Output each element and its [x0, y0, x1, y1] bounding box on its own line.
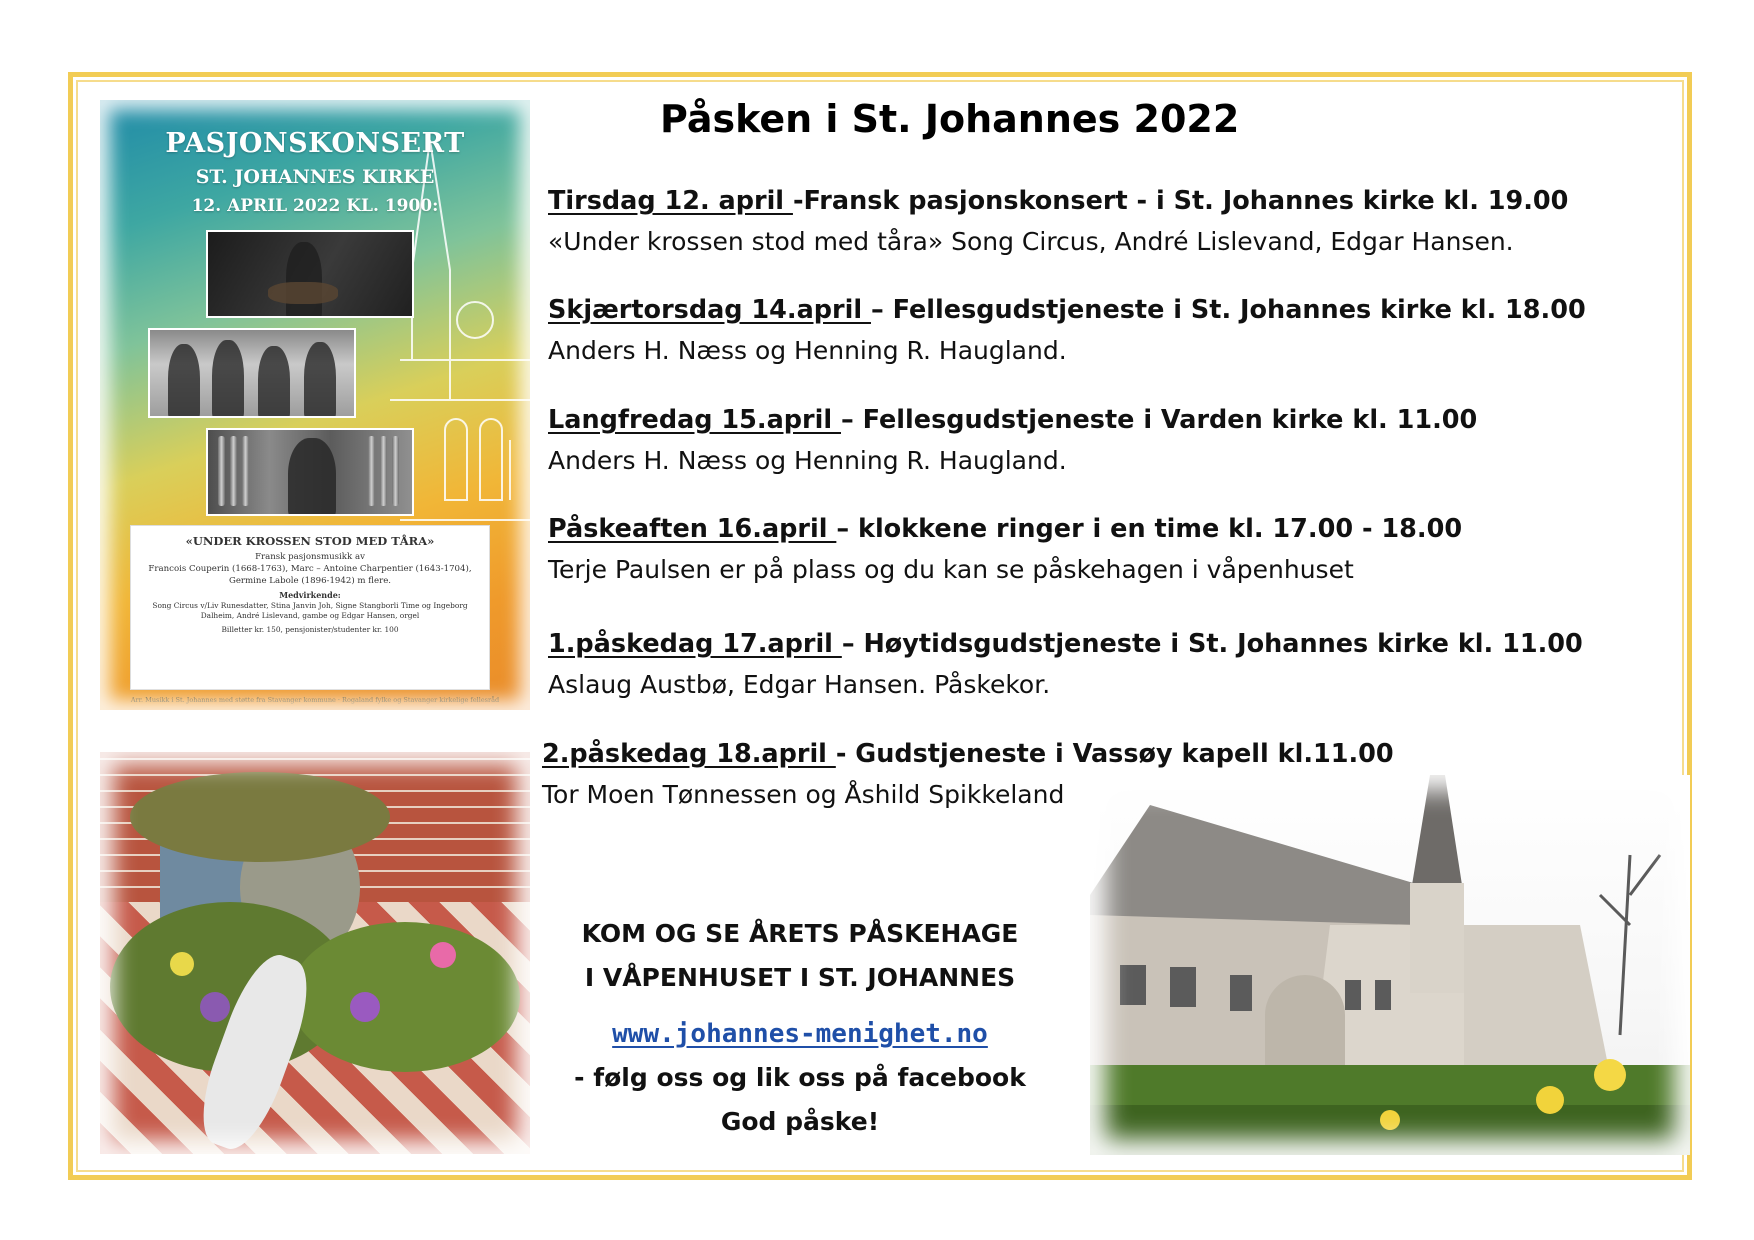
event-date: 2.påskedag 18.april [542, 739, 836, 769]
event-item [542, 739, 1682, 809]
guitarist-photo [206, 230, 414, 318]
easter-garden-photo [100, 752, 530, 1154]
poster-performers-label: Medvirkende: [279, 590, 341, 600]
poster-title: PASJONSKONSERT [165, 128, 465, 159]
event-description: Aslaug Austbø, Edgar Hansen. Påskekor. [548, 670, 1051, 699]
promo-line-1: KOM OG SE ÅRETS PÅSKEHAGE [581, 919, 1019, 948]
event-item [548, 405, 1688, 475]
poster-tickets: Billetter kr. 150, pensjonister/studenter kr. 100 [221, 625, 399, 634]
poster-subtitle: Fransk pasjonsmusikk av [255, 552, 365, 562]
event-date: Påskeaften 16.april [548, 514, 837, 544]
poster-info-box [130, 525, 490, 690]
poster-footer: Arr. Musikk i St. Johannes med støtte fra Stavanger kommune · Rogaland fylke og Stavanger kirkelige fellesråd [130, 696, 500, 704]
event-title: – Fellesgudstjeneste i St. Johannes kirke kl. 18.00 [870, 295, 1586, 325]
poster-church: ST. JOHANNES KIRKE [195, 166, 435, 188]
poster-composers: Francois Couperin (1668-1763), Marc – Antoine Charpentier (1643-1704), Germine Labole (1896-1942) m flere. [148, 564, 472, 586]
event-description: Anders H. Næss og Henning R. Haugland. [548, 446, 1067, 475]
choir-photo [148, 328, 356, 418]
event-description: Tor Moen Tønnessen og Åshild Spikkeland [542, 780, 1065, 809]
event-title: – klokkene ringer i en time kl. 17.00 - 18.00 [836, 514, 1463, 544]
page-title: Påsken i St. Johannes 2022 [660, 97, 1240, 141]
poster-date: 12. APRIL 2022 KL. 1900: [191, 196, 439, 216]
event-title: -Fransk pasjonskonsert - i St. Johannes kirke kl. 19.00 [792, 186, 1569, 216]
event-date: Langfredag 15.april [548, 405, 841, 435]
event-item [548, 514, 1688, 584]
website-link[interactable]: www.johannes-menighet.no [612, 1019, 988, 1049]
poster-performers: Song Circus v/Liv Runesdatter, Stina Janvin Joh, Signe Stangborli Time og Ingeborg Dalheim, André Lislevand, gambe og Edgar Hansen, orgel [152, 601, 468, 620]
event-description: Terje Paulsen er på plass og du kan se påskehagen i våpenhuset [548, 555, 1354, 584]
church-building-illustration [1090, 775, 1690, 1155]
event-item [548, 295, 1688, 365]
promo-line-4: God påske! [720, 1107, 880, 1136]
promo-block [520, 912, 1080, 1144]
promo-line-2: I VÅPENHUSET I ST. JOHANNES [584, 963, 1016, 992]
event-description: «Under krossen stod med tåra» Song Circus, André Lislevand, Edgar Hansen. [548, 227, 1514, 256]
poster-concert-title: «UNDER KROSSEN STOD MED TÅRA» [185, 534, 435, 548]
church-photo [1090, 775, 1690, 1155]
concert-poster [100, 100, 530, 710]
event-item [548, 629, 1688, 699]
event-item [548, 186, 1688, 256]
event-title: – Høytidsgudstjeneste i St. Johannes kirke kl. 11.00 [841, 629, 1583, 659]
promo-line-3: - følg oss og lik oss på facebook [574, 1063, 1026, 1092]
event-date: Skjærtorsdag 14.april [548, 295, 871, 325]
organist-photo [206, 428, 414, 516]
event-title: – Fellesgudstjeneste i Varden kirke kl. 11.00 [841, 405, 1478, 435]
event-description: Anders H. Næss og Henning R. Haugland. [548, 336, 1067, 365]
event-date: 1.påskedag 17.april [548, 629, 842, 659]
event-title: - Gudstjeneste i Vassøy kapell kl.11.00 [835, 739, 1394, 769]
event-date: Tirsdag 12. april [548, 186, 793, 216]
